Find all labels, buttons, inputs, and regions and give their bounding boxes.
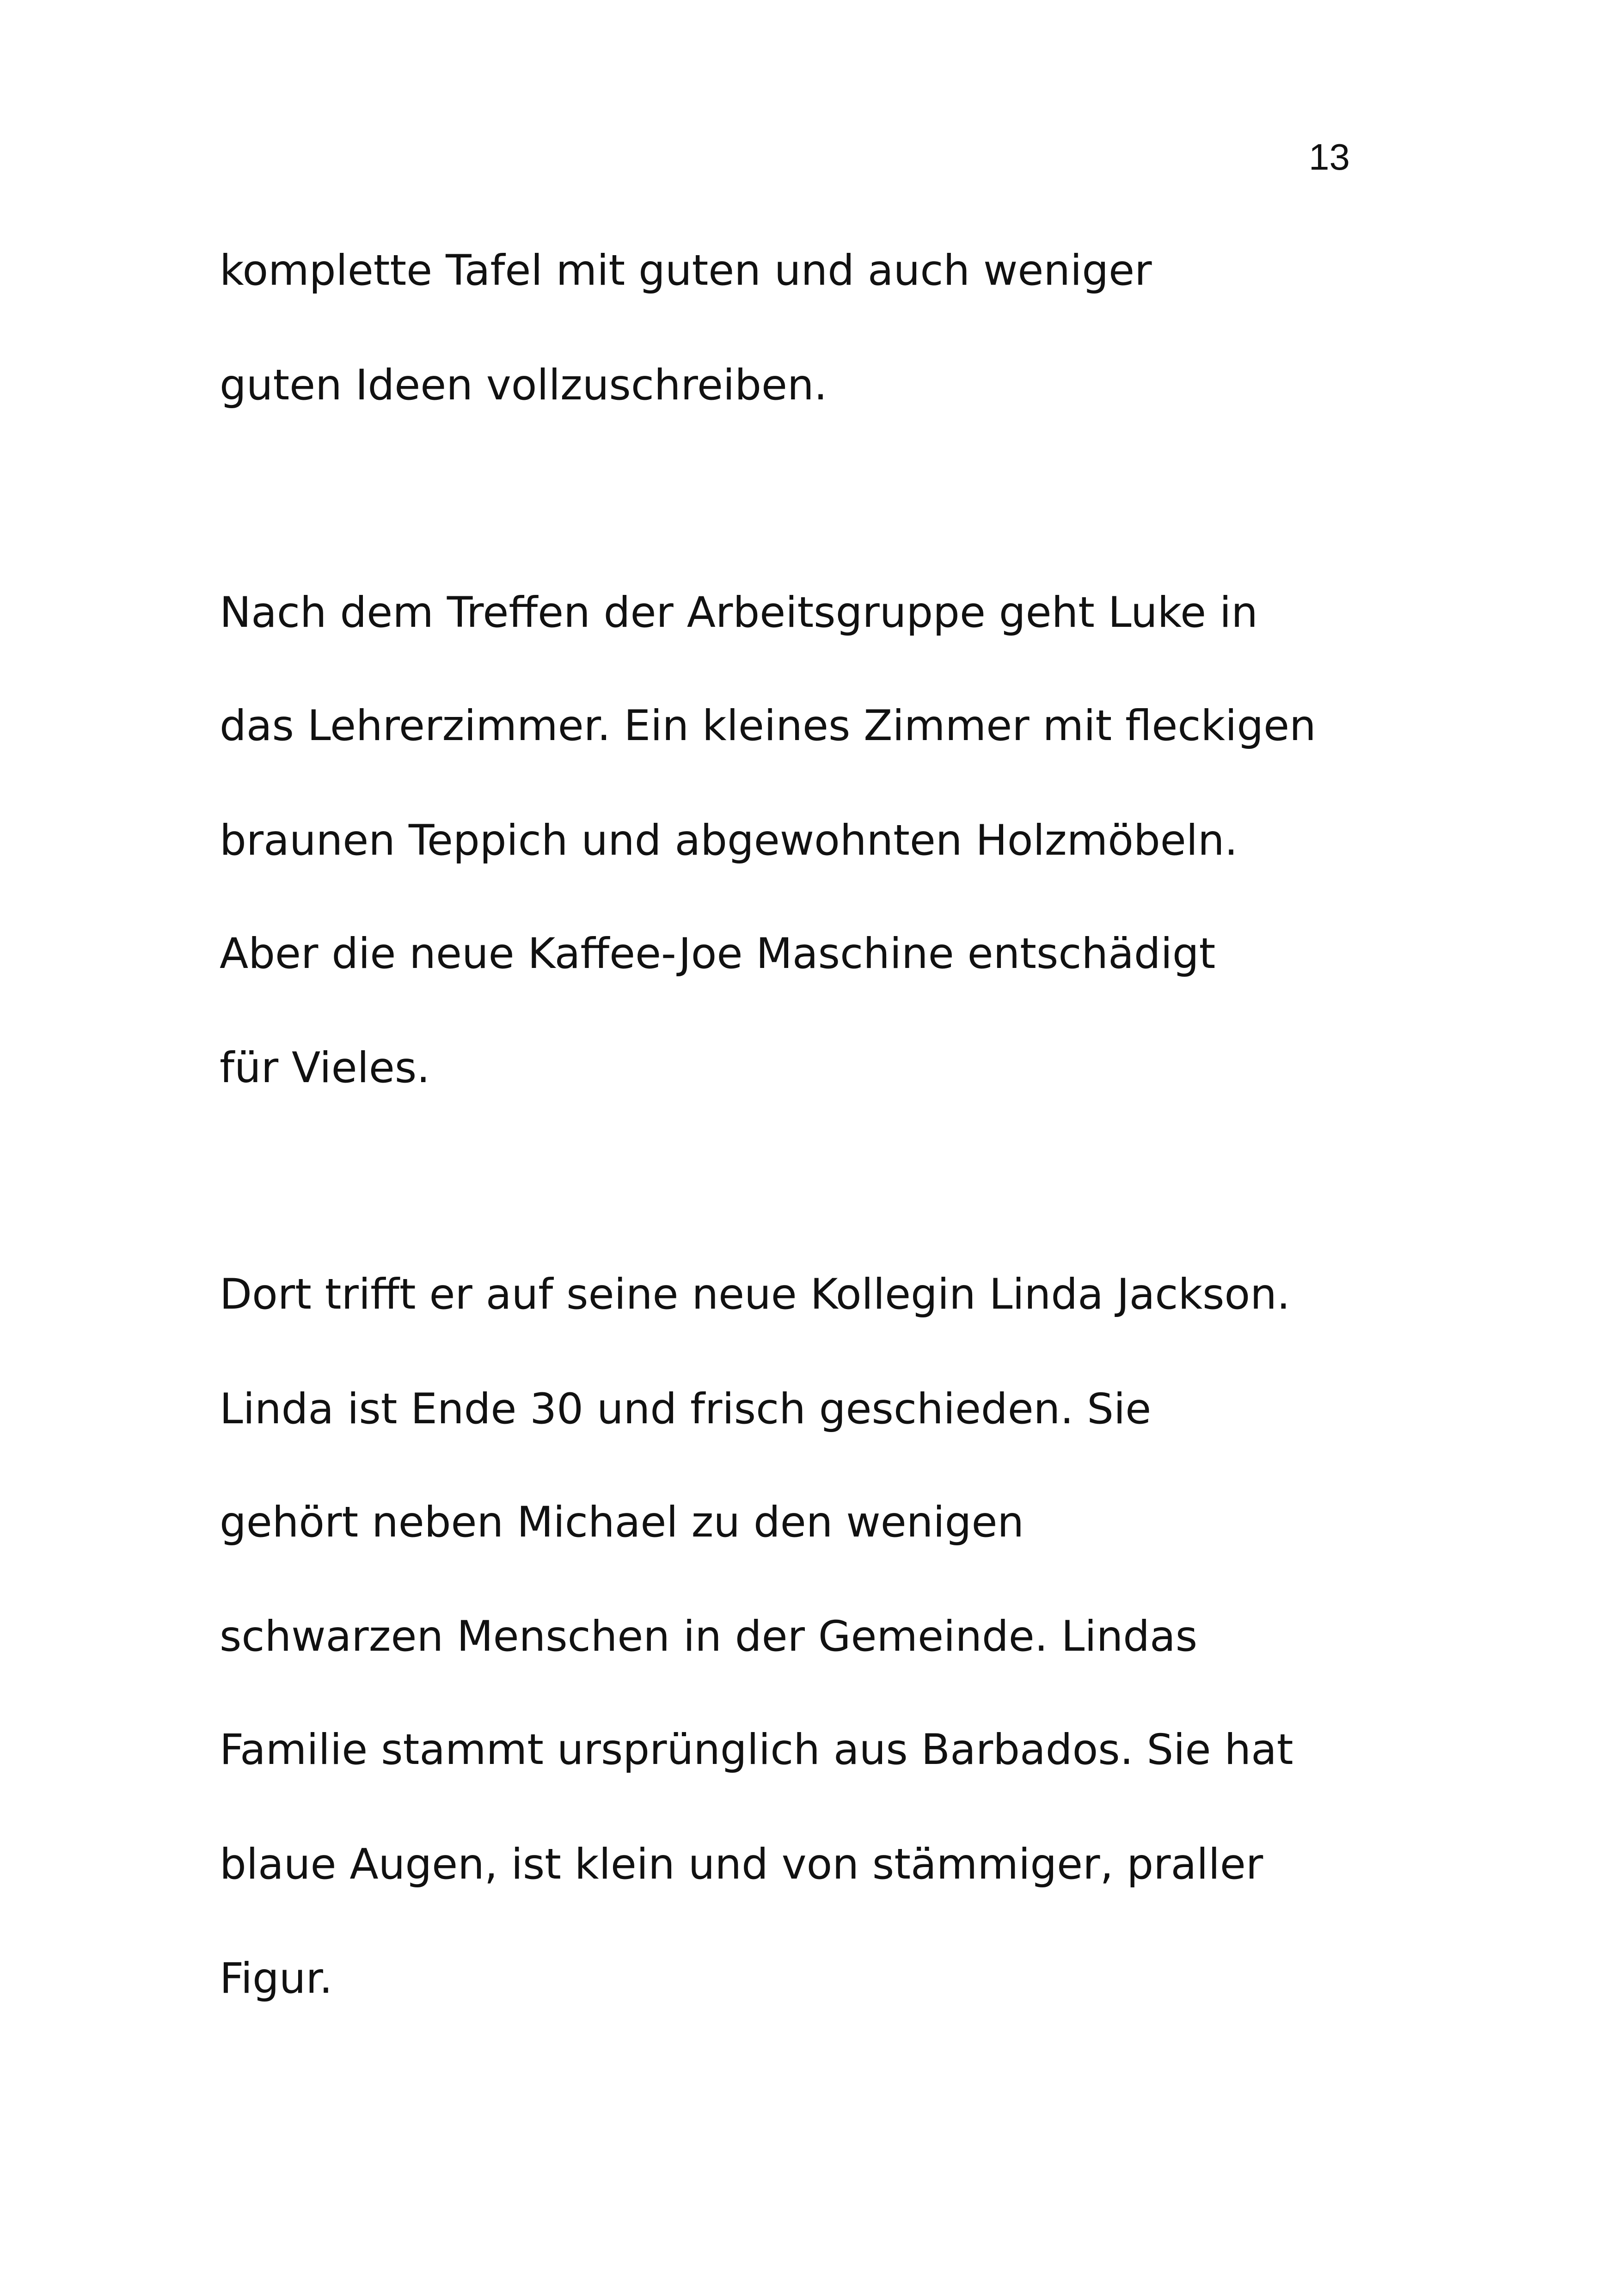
text-line: braunen Teppich und abgewohnten Holzmöbeln.	[220, 816, 1238, 865]
text-line: komplette Tafel mit guten und auch weniger	[220, 246, 1152, 295]
text-line: guten Ideen vollzuschreiben.	[220, 361, 827, 410]
text-line: Aber die neue Kaffee-Joe Maschine entschädigt	[220, 930, 1216, 978]
text-line: blaue Augen, ist klein und von stämmiger, praller	[220, 1840, 1263, 1889]
text-line: Dort trifft er auf seine neue Kollegin Linda Jackson.	[220, 1270, 1290, 1319]
text-line: Linda ist Ende 30 und frisch geschieden. Sie	[220, 1385, 1152, 1433]
text-line: Nach dem Treffen der Arbeitsgruppe geht Luke in	[220, 588, 1258, 637]
page-number: 13	[1309, 136, 1350, 178]
text-line: das Lehrerzimmer. Ein kleines Zimmer mit fleckigen	[220, 702, 1316, 750]
text-line: schwarzen Menschen in der Gemeinde. Lindas	[220, 1612, 1198, 1661]
text-line: Familie stammt ursprünglich aus Barbados. Sie hat	[220, 1726, 1293, 1774]
text-line: Figur.	[220, 1954, 333, 2003]
text-line: für Vieles.	[220, 1044, 430, 1092]
text-line: gehört neben Michael zu den wenigen	[220, 1498, 1024, 1547]
